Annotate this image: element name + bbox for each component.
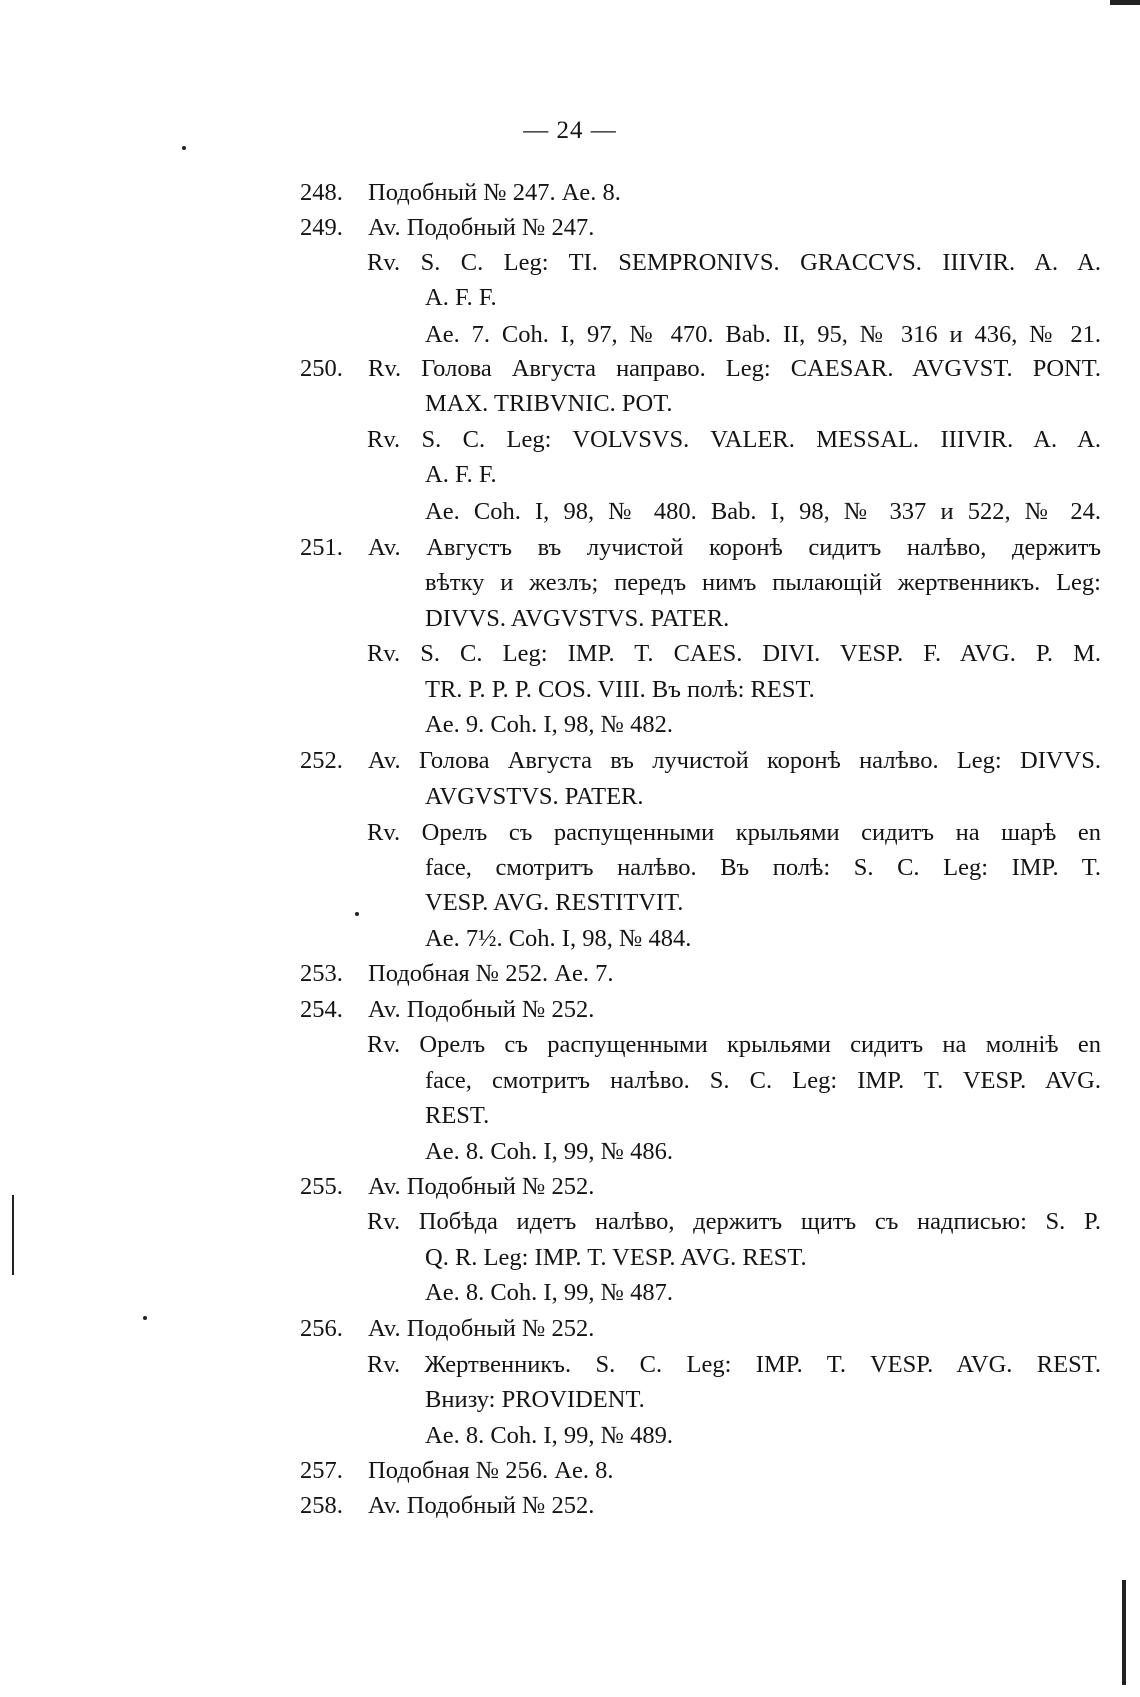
text-line: Ae. 8. Coh. I, 99, № 489. bbox=[425, 1422, 673, 1449]
entry-number: 257. bbox=[300, 1457, 343, 1484]
scan-speck bbox=[355, 912, 359, 916]
text-line: MAX. TRIBVNIC. POT. bbox=[425, 390, 673, 417]
text-line: Подобная № 252. Ae. 7. bbox=[368, 960, 614, 987]
text-line: Rv. Орелъ съ распущенными крыльями сидитъ на молніѣ en bbox=[367, 1031, 1101, 1058]
text-line: Rv. Голова Августа направо. Leg: CAESAR. AVGVST. PONT. bbox=[368, 355, 1101, 382]
entry-number: 254. bbox=[300, 996, 343, 1023]
text-line: VESP. AVG. RESTITVIT. bbox=[425, 889, 684, 916]
text-line: Ae. 7½. Coh. I, 98, № 484. bbox=[425, 925, 692, 952]
text-line: A. F. F. bbox=[425, 461, 497, 488]
text-line: Av. Подобный № 252. bbox=[368, 996, 595, 1023]
entry-number: 256. bbox=[300, 1315, 343, 1342]
text-line: Rv. Побѣда идетъ налѣво, держитъ щитъ съ надписью: S. P. bbox=[367, 1208, 1101, 1235]
text-line: Av. Голова Августа въ лучистой коронѣ налѣво. Leg: DIVVS. bbox=[368, 747, 1101, 774]
text-line: Av. Подобный № 252. bbox=[368, 1315, 595, 1342]
entry-number: 258. bbox=[300, 1492, 343, 1519]
text-line: AVGVSTVS. PATER. bbox=[425, 783, 644, 810]
text-line: Av. Подобный № 247. bbox=[368, 214, 595, 241]
text-line: Ae. 8. Coh. I, 99, № 486. bbox=[425, 1138, 673, 1165]
text-line: вѣтку и жезлъ; передъ нимъ пылающій жертвенникъ. Leg: bbox=[425, 569, 1101, 596]
entry-number: 250. bbox=[300, 355, 343, 382]
text-line: Подобная № 256. Ae. 8. bbox=[368, 1457, 614, 1484]
entry-number: 249. bbox=[300, 214, 343, 241]
text-line: Ae. Coh. I, 98, № 480. Bab. I, 98, № 337 и 522, № 24. bbox=[425, 498, 1101, 525]
right-edge-scan-mark bbox=[1122, 1580, 1126, 1685]
entry-number: 251. bbox=[300, 534, 343, 561]
text-line: Av. Подобный № 252. bbox=[368, 1173, 595, 1200]
text-line: Rv. Орелъ съ распущенными крыльями сидитъ на шарѣ en bbox=[367, 819, 1101, 846]
text-line: Av. Подобный № 252. bbox=[368, 1492, 595, 1519]
text-line: DIVVS. AVGVSTVS. PATER. bbox=[425, 605, 730, 632]
text-line: Ae. 9. Coh. I, 98, № 482. bbox=[425, 711, 673, 738]
text-line: A. F. F. bbox=[425, 284, 497, 311]
text-line: Ae. 8. Coh. I, 99, № 487. bbox=[425, 1279, 673, 1306]
scan-speck bbox=[182, 146, 186, 150]
text-line: Rv. Жертвенникъ. S. C. Leg: IMP. T. VESP. AVG. REST. bbox=[367, 1351, 1101, 1378]
text-line: Внизу: PROVIDENT. bbox=[425, 1386, 645, 1413]
text-line: face, смотритъ налѣво. S. C. Leg: IMP. T. VESP. AVG. bbox=[425, 1067, 1101, 1094]
page-number: — 24 — bbox=[523, 117, 617, 144]
entry-number: 248. bbox=[300, 179, 343, 206]
text-line: face, смотритъ налѣво. Въ полѣ: S. C. Leg: IMP. T. bbox=[425, 854, 1101, 881]
text-line: Av. Августъ въ лучистой коронѣ сидитъ налѣво, держитъ bbox=[368, 534, 1101, 561]
left-margin-scan-mark bbox=[12, 1195, 14, 1275]
entry-number: 255. bbox=[300, 1173, 343, 1200]
entry-number: 253. bbox=[300, 960, 343, 987]
text-line: Ae. 7. Coh. I, 97, № 470. Bab. II, 95, № 316 и 436, № 21. bbox=[425, 321, 1101, 348]
scan-speck bbox=[143, 1316, 147, 1320]
text-line: Подобный № 247. Ae. 8. bbox=[368, 179, 621, 206]
text-line: Rv. S. C. Leg: VOLVSVS. VALER. MESSAL. IIIVIR. A. A. bbox=[367, 426, 1101, 453]
text-line: TR. P. P. P. COS. VIII. Въ полѣ: REST. bbox=[425, 676, 815, 703]
corner-scan-mark bbox=[1110, 0, 1140, 5]
entry-number: 252. bbox=[300, 747, 343, 774]
text-line: Rv. S. C. Leg: TI. SEMPRONIVS. GRACCVS. IIIVIR. A. A. bbox=[367, 249, 1101, 276]
text-line: Q. R. Leg: IMP. T. VESP. AVG. REST. bbox=[425, 1244, 807, 1271]
text-line: REST. bbox=[425, 1102, 490, 1129]
text-line: Rv. S. C. Leg: IMP. T. CAES. DIVI. VESP. F. AVG. P. M. bbox=[367, 640, 1101, 667]
